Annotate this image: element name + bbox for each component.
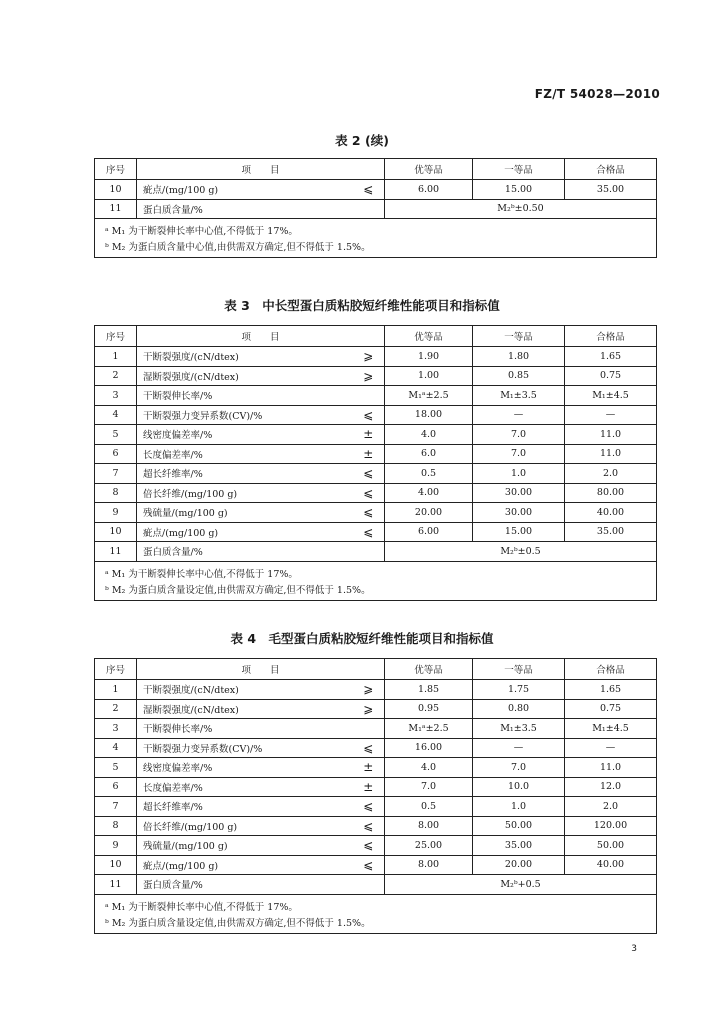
item-name: 超长纤维率/%	[137, 797, 353, 817]
value-first: 50.00	[473, 816, 565, 836]
row-number: 11	[95, 875, 137, 895]
value-qualified: 1.65	[565, 347, 657, 367]
table-row	[95, 180, 657, 200]
value-qualified: 2.0	[565, 464, 657, 484]
item-name: 疵点/(mg/100 g)	[137, 180, 353, 200]
row-number: 2	[95, 366, 137, 386]
table-row	[95, 503, 657, 523]
header-item: 项 目	[137, 326, 385, 347]
table-row	[95, 797, 657, 817]
table-row	[95, 542, 657, 562]
item-name: 干断裂强度/(cN/dtex)	[137, 680, 353, 700]
value-first: 7.0	[473, 444, 565, 464]
item-name: 线密度偏差率/%	[137, 425, 353, 445]
table2-grid	[94, 158, 657, 258]
header-grade-first: 一等品	[473, 159, 565, 180]
item-name: 干断裂强度/(cN/dtex)	[137, 347, 353, 367]
value-qualified: 2.0	[565, 797, 657, 817]
row-number: 11	[95, 199, 137, 219]
value-first: M₁±3.5	[473, 386, 565, 406]
table-row	[95, 836, 657, 856]
value-first: 15.00	[473, 180, 565, 200]
comparison-symbol: ±	[353, 444, 385, 464]
table-row	[95, 464, 657, 484]
footnote: ᵇ M₂ 为蛋白质含量中心值,由供需双方确定,但不得低于 1.5%。	[95, 238, 657, 258]
header-grade-qualified: 合格品	[565, 659, 657, 680]
value-first: 20.00	[473, 855, 565, 875]
comparison-symbol: ⩽	[353, 816, 385, 836]
row-number: 3	[95, 386, 137, 406]
table-row	[95, 425, 657, 445]
value-qualified: M₁±4.5	[565, 719, 657, 739]
standard-code: FZ/T 54028—2010	[534, 87, 660, 101]
value-qualified: 1.65	[565, 680, 657, 700]
value-first: 30.00	[473, 503, 565, 523]
comparison-symbol: ⩾	[353, 680, 385, 700]
header-item: 项 目	[137, 159, 385, 180]
row-number: 1	[95, 347, 137, 367]
table-row	[95, 875, 657, 895]
value-qualified: M₁±4.5	[565, 386, 657, 406]
row-number: 2	[95, 699, 137, 719]
value-first: —	[473, 738, 565, 758]
comparison-symbol: ⩽	[353, 405, 385, 425]
item-name: 超长纤维率/%	[137, 464, 353, 484]
value-first: 1.0	[473, 464, 565, 484]
row-number: 5	[95, 425, 137, 445]
value-first: M₁±3.5	[473, 719, 565, 739]
row-number: 6	[95, 777, 137, 797]
item-name: 残硫量/(mg/100 g)	[137, 836, 353, 856]
value-premium: 4.0	[385, 758, 473, 778]
value-qualified: 35.00	[565, 180, 657, 200]
row-number: 7	[95, 464, 137, 484]
table2	[94, 158, 656, 258]
value-first: 1.75	[473, 680, 565, 700]
table-row	[95, 483, 657, 503]
value-premium: 1.85	[385, 680, 473, 700]
comparison-symbol	[353, 542, 385, 562]
value-qualified: —	[565, 405, 657, 425]
table-row	[95, 522, 657, 542]
item-name: 倍长纤维/(mg/100 g)	[137, 816, 353, 836]
table-row	[95, 758, 657, 778]
table-row	[95, 347, 657, 367]
header-grade-first: 一等品	[473, 659, 565, 680]
value-first: 0.80	[473, 699, 565, 719]
table-row	[95, 444, 657, 464]
header-grade-premium: 优等品	[385, 659, 473, 680]
row-number: 4	[95, 405, 137, 425]
value-qualified: 11.0	[565, 444, 657, 464]
row-number: 10	[95, 180, 137, 200]
footnote: ᵃ M₁ 为干断裂伸长率中心值,不得低于 17%。	[95, 561, 657, 581]
comparison-symbol	[353, 875, 385, 895]
item-name: 残硫量/(mg/100 g)	[137, 503, 353, 523]
value-premium: M₁ᵃ±2.5	[385, 719, 473, 739]
value-premium: 4.00	[385, 483, 473, 503]
value-first: 7.0	[473, 758, 565, 778]
table-row	[95, 855, 657, 875]
value-premium: 6.00	[385, 522, 473, 542]
comparison-symbol: ⩽	[353, 522, 385, 542]
item-name: 湿断裂强度/(cN/dtex)	[137, 366, 353, 386]
item-name: 倍长纤维/(mg/100 g)	[137, 483, 353, 503]
value-qualified: 12.0	[565, 777, 657, 797]
comparison-symbol: ⩽	[353, 836, 385, 856]
value-first: 35.00	[473, 836, 565, 856]
comparison-symbol: ⩽	[353, 855, 385, 875]
value-qualified: 50.00	[565, 836, 657, 856]
header-no: 序号	[95, 159, 137, 180]
header-row	[95, 159, 657, 180]
row-number: 11	[95, 542, 137, 562]
value-qualified: —	[565, 738, 657, 758]
header-no: 序号	[95, 326, 137, 347]
value-qualified: 11.0	[565, 425, 657, 445]
header-row	[95, 326, 657, 347]
value-premium: 0.5	[385, 464, 473, 484]
header-grade-premium: 优等品	[385, 326, 473, 347]
footnote: ᵇ M₂ 为蛋白质含量设定值,由供需双方确定,但不得低于 1.5%。	[95, 914, 657, 934]
header-grade-qualified: 合格品	[565, 326, 657, 347]
comparison-symbol: ±	[353, 758, 385, 778]
value-premium: 8.00	[385, 816, 473, 836]
value-premium: 0.95	[385, 699, 473, 719]
value-premium: 8.00	[385, 855, 473, 875]
header-row	[95, 659, 657, 680]
footnote-row	[95, 238, 657, 258]
item-name: 线密度偏差率/%	[137, 758, 353, 778]
comparison-symbol: ±	[353, 425, 385, 445]
footnote: ᵃ M₁ 为干断裂伸长率中心值,不得低于 17%。	[95, 894, 657, 914]
merged-value: M₂ᵇ+0.5	[385, 875, 657, 895]
footnote-row	[95, 219, 657, 239]
item-name: 蛋白质含量/%	[137, 875, 353, 895]
value-qualified: 120.00	[565, 816, 657, 836]
table-row	[95, 738, 657, 758]
item-name: 长度偏差率/%	[137, 444, 353, 464]
header-grade-first: 一等品	[473, 326, 565, 347]
value-premium: M₁ᵃ±2.5	[385, 386, 473, 406]
footnote: ᵃ M₁ 为干断裂伸长率中心值,不得低于 17%。	[95, 219, 657, 239]
header-no: 序号	[95, 659, 137, 680]
table2-caption: 表 2 (续)	[335, 133, 389, 148]
value-premium: 0.5	[385, 797, 473, 817]
table4-grid	[94, 658, 657, 934]
page-number: 3	[631, 944, 637, 954]
row-number: 10	[95, 855, 137, 875]
table-row	[95, 816, 657, 836]
row-number: 6	[95, 444, 137, 464]
row-number: 10	[95, 522, 137, 542]
comparison-symbol: ⩾	[353, 699, 385, 719]
value-premium: 1.00	[385, 366, 473, 386]
row-number: 8	[95, 483, 137, 503]
value-qualified: 80.00	[565, 483, 657, 503]
item-name: 疵点/(mg/100 g)	[137, 522, 353, 542]
value-first: 0.85	[473, 366, 565, 386]
value-premium: 7.0	[385, 777, 473, 797]
footnote: ᵇ M₂ 为蛋白质含量设定值,由供需双方确定,但不得低于 1.5%。	[95, 581, 657, 601]
footnote-row	[95, 561, 657, 581]
table-row	[95, 405, 657, 425]
footnote-row	[95, 581, 657, 601]
item-name: 长度偏差率/%	[137, 777, 353, 797]
table4	[94, 658, 656, 934]
comparison-symbol: ⩽	[353, 464, 385, 484]
table3-grid	[94, 325, 657, 601]
item-name: 干断裂强力变异系数(CV)/%	[137, 405, 353, 425]
value-first: —	[473, 405, 565, 425]
table4-caption: 表 4 毛型蛋白质粘胶短纤维性能项目和指标值	[230, 631, 494, 646]
item-name: 干断裂伸长率/%	[137, 386, 353, 406]
comparison-symbol: ⩽	[353, 503, 385, 523]
header-grade-qualified: 合格品	[565, 159, 657, 180]
table-row	[95, 719, 657, 739]
table-row	[95, 699, 657, 719]
value-first: 10.0	[473, 777, 565, 797]
row-number: 1	[95, 680, 137, 700]
row-number: 8	[95, 816, 137, 836]
item-name: 干断裂伸长率/%	[137, 719, 353, 739]
row-number: 4	[95, 738, 137, 758]
comparison-symbol: ⩽	[353, 180, 385, 200]
row-number: 7	[95, 797, 137, 817]
comparison-symbol: ⩽	[353, 483, 385, 503]
value-premium: 6.00	[385, 180, 473, 200]
item-name: 蛋白质含量/%	[137, 199, 353, 219]
comparison-symbol: ⩽	[353, 797, 385, 817]
value-premium: 6.0	[385, 444, 473, 464]
row-number: 9	[95, 503, 137, 523]
value-qualified: 40.00	[565, 855, 657, 875]
value-qualified: 0.75	[565, 366, 657, 386]
value-first: 1.80	[473, 347, 565, 367]
row-number: 9	[95, 836, 137, 856]
table3-caption: 表 3 中长型蛋白质粘胶短纤维性能项目和指标值	[224, 298, 500, 313]
value-qualified: 11.0	[565, 758, 657, 778]
header-item: 项 目	[137, 659, 385, 680]
value-qualified: 0.75	[565, 699, 657, 719]
comparison-symbol: ⩾	[353, 366, 385, 386]
row-number: 3	[95, 719, 137, 739]
table-row	[95, 680, 657, 700]
table-row	[95, 386, 657, 406]
comparison-symbol: ±	[353, 777, 385, 797]
footnote-row	[95, 894, 657, 914]
value-premium: 4.0	[385, 425, 473, 445]
item-name: 湿断裂强度/(cN/dtex)	[137, 699, 353, 719]
value-premium: 25.00	[385, 836, 473, 856]
table-row	[95, 199, 657, 219]
comparison-symbol: ⩾	[353, 347, 385, 367]
item-name: 蛋白质含量/%	[137, 542, 353, 562]
comparison-symbol	[353, 199, 385, 219]
value-premium: 20.00	[385, 503, 473, 523]
table3	[94, 325, 656, 601]
value-premium: 16.00	[385, 738, 473, 758]
value-qualified: 40.00	[565, 503, 657, 523]
table-row	[95, 366, 657, 386]
item-name: 疵点/(mg/100 g)	[137, 855, 353, 875]
value-premium: 1.90	[385, 347, 473, 367]
value-first: 15.00	[473, 522, 565, 542]
value-first: 30.00	[473, 483, 565, 503]
value-premium: 18.00	[385, 405, 473, 425]
value-qualified: 35.00	[565, 522, 657, 542]
header-grade-premium: 优等品	[385, 159, 473, 180]
comparison-symbol: ⩽	[353, 738, 385, 758]
value-first: 1.0	[473, 797, 565, 817]
item-name: 干断裂强力变异系数(CV)/%	[137, 738, 353, 758]
merged-value: M₂ᵇ±0.5	[385, 542, 657, 562]
value-first: 7.0	[473, 425, 565, 445]
row-number: 5	[95, 758, 137, 778]
comparison-symbol	[353, 719, 385, 739]
comparison-symbol	[353, 386, 385, 406]
table-row	[95, 777, 657, 797]
footnote-row	[95, 914, 657, 934]
merged-value: M₂ᵇ±0.50	[385, 199, 657, 219]
